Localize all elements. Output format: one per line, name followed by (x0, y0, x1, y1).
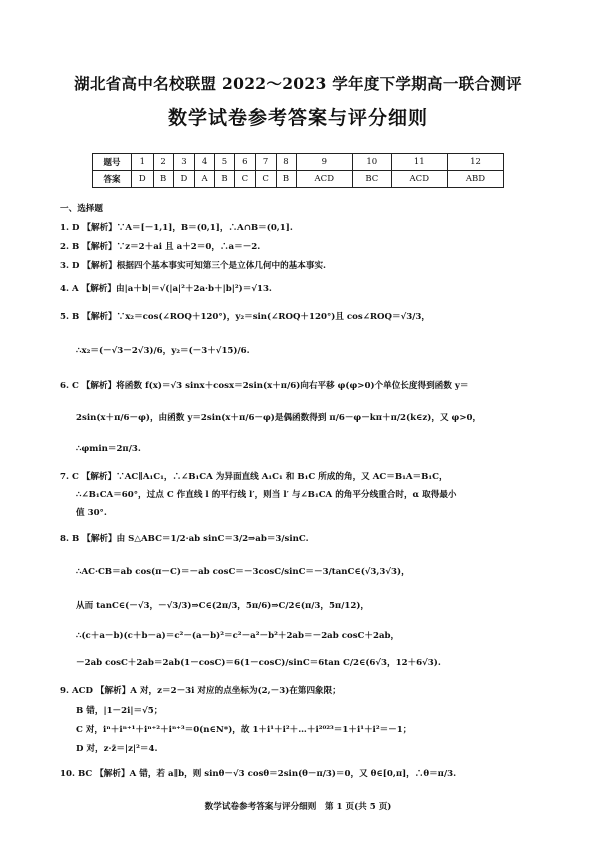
answer-cell: ACD (391, 171, 448, 188)
answer-table-answer-row (93, 171, 504, 188)
solution-line: ∴(c＋a－b)(c＋b－a)＝c²－(a－b)²＝c²－a²－b²＋2ab＝－2ab cosC＋2ab， (76, 631, 400, 641)
solution-line: ∴φmin＝2π/3. (76, 444, 141, 454)
answer-cell: ABD (448, 171, 504, 188)
row-label-number: 题号 (93, 154, 132, 171)
section-heading: 一、选择题 (60, 204, 103, 214)
question-number: 3 (173, 154, 195, 171)
answer-cell: D (132, 171, 154, 188)
solution-line: B 错，|1－2i|＝√5； (76, 706, 163, 716)
exam-title: 湖北省高中名校联盟 2022～2023 学年度下学期高一联合测评 (74, 74, 522, 93)
solution-line: 2. B 【解析】∵z＝2＋ai 且 a＋2＝0，∴a＝－2. (60, 242, 261, 252)
solution-line: ∴∠B₁CA＝60°，过点 C 作直线 l 的平行线 l′，则当 l′ 与∠B₁CA 的角平分线重合时，α 取得最小 (76, 490, 457, 500)
solution-line: C 对，iⁿ＋iⁿ⁺¹＋iⁿ⁺²＋iⁿ⁺³＝0(n∈N*)，故 1＋i¹＋i²＋…＋i²⁰²³＝1＋i¹＋i²＝－1； (76, 725, 412, 735)
answer-cell: BC (353, 171, 391, 188)
question-number: 5 (214, 154, 234, 171)
answer-cell: D (173, 171, 195, 188)
answer-table-number-row (93, 154, 504, 171)
answer-cell: B (153, 171, 173, 188)
solution-line: 6. C 【解析】将函数 f(x)＝√3 sinx＋cosx＝2sin(x＋π/6)向右平移 φ(φ>0)个单位长度得到函数 y＝ (60, 381, 469, 391)
question-number: 10 (353, 154, 391, 171)
answer-cell: B (214, 171, 234, 188)
question-number: 11 (391, 154, 448, 171)
question-number: 6 (235, 154, 256, 171)
answer-table (92, 153, 504, 188)
solution-line: 3. D 【解析】根据四个基本事实可知第三个是立体几何中的基本事实. (60, 261, 327, 271)
solution-line: ∴x₂＝(－√3－2√3)/6，y₂＝(－3＋√15)/6. (76, 346, 250, 356)
solution-line: 9. ACD 【解析】A 对，z＝2－3i 对应的点坐标为(2,－3)在第四象限； (60, 686, 341, 696)
solution-line: D 对，z·z̄＝|z|²＝4. (76, 744, 158, 754)
solution-line: 从而 tanC∈(－√3，－√3/3)⇒C∈(2π/3，5π/6)⇒C/2∈(π/3，5π/12)， (76, 601, 369, 611)
answer-cell: B (276, 171, 296, 188)
question-number: 4 (195, 154, 215, 171)
solution-line: 7. C 【解析】∵AC∥A₁C₁，∴∠B₁CA 为异面直线 A₁C₁ 和 B₁C 所成的角，又 AC＝B₁A＝B₁C， (60, 472, 448, 482)
page-footer: 数学试卷参考答案与评分细则 第 1 页(共 5 页) (204, 802, 392, 812)
solution-line: 1. D 【解析】∵A＝[－1,1]，B＝(0,1]，∴A∩B＝(0,1]. (60, 223, 293, 233)
answer-cell: C (235, 171, 256, 188)
solution-line: 值 30°. (76, 508, 107, 518)
row-label-answer: 答案 (93, 171, 132, 188)
answer-cell: A (195, 171, 215, 188)
solution-line: 2sin(x＋π/6－φ)，由函数 y＝2sin(x＋π/6－φ)是偶函数得到 π/6－φ－kπ＋π/2(k∈z)，又 φ>0， (76, 413, 482, 423)
solution-line: 4. A 【解析】由|a＋b|＝√(|a|²＋2a·b＋|b|²)＝√13. (60, 284, 272, 294)
question-number: 9 (296, 154, 353, 171)
solution-line: －2ab cosC＋2ab＝2ab(1－cosC)＝6(1－cosC)/sinC＝6tan C/2∈(6√3，12＋6√3). (76, 658, 441, 668)
solution-line: 8. B 【解析】由 S△ABC＝1/2·ab sinC＝3/2⇒ab＝3/sinC. (60, 534, 309, 544)
document-title: 数学试卷参考答案与评分细则 (167, 107, 428, 129)
answer-cell: C (255, 171, 276, 188)
question-number: 2 (153, 154, 173, 171)
question-number: 8 (276, 154, 296, 171)
question-number: 12 (448, 154, 504, 171)
question-number: 1 (132, 154, 154, 171)
solution-line: ∴AC·CB＝ab cos(π－C)＝－ab cosC＝－3cosC/sinC＝－3/tanC∈(√3,3√3)， (76, 567, 410, 577)
solution-line: 5. B 【解析】∵x₂＝cos(∠ROQ＋120°)，y₂＝sin(∠ROQ＋120°)且 cos∠ROQ＝√3/3， (60, 312, 430, 322)
solution-line: 10. BC 【解析】A 错，若 a∥b，则 sinθ－√3 cosθ＝2sin(θ－π/3)＝0，又 θ∈[0,π]，∴θ＝π/3. (60, 769, 457, 779)
answer-cell: ACD (296, 171, 353, 188)
question-number: 7 (255, 154, 276, 171)
